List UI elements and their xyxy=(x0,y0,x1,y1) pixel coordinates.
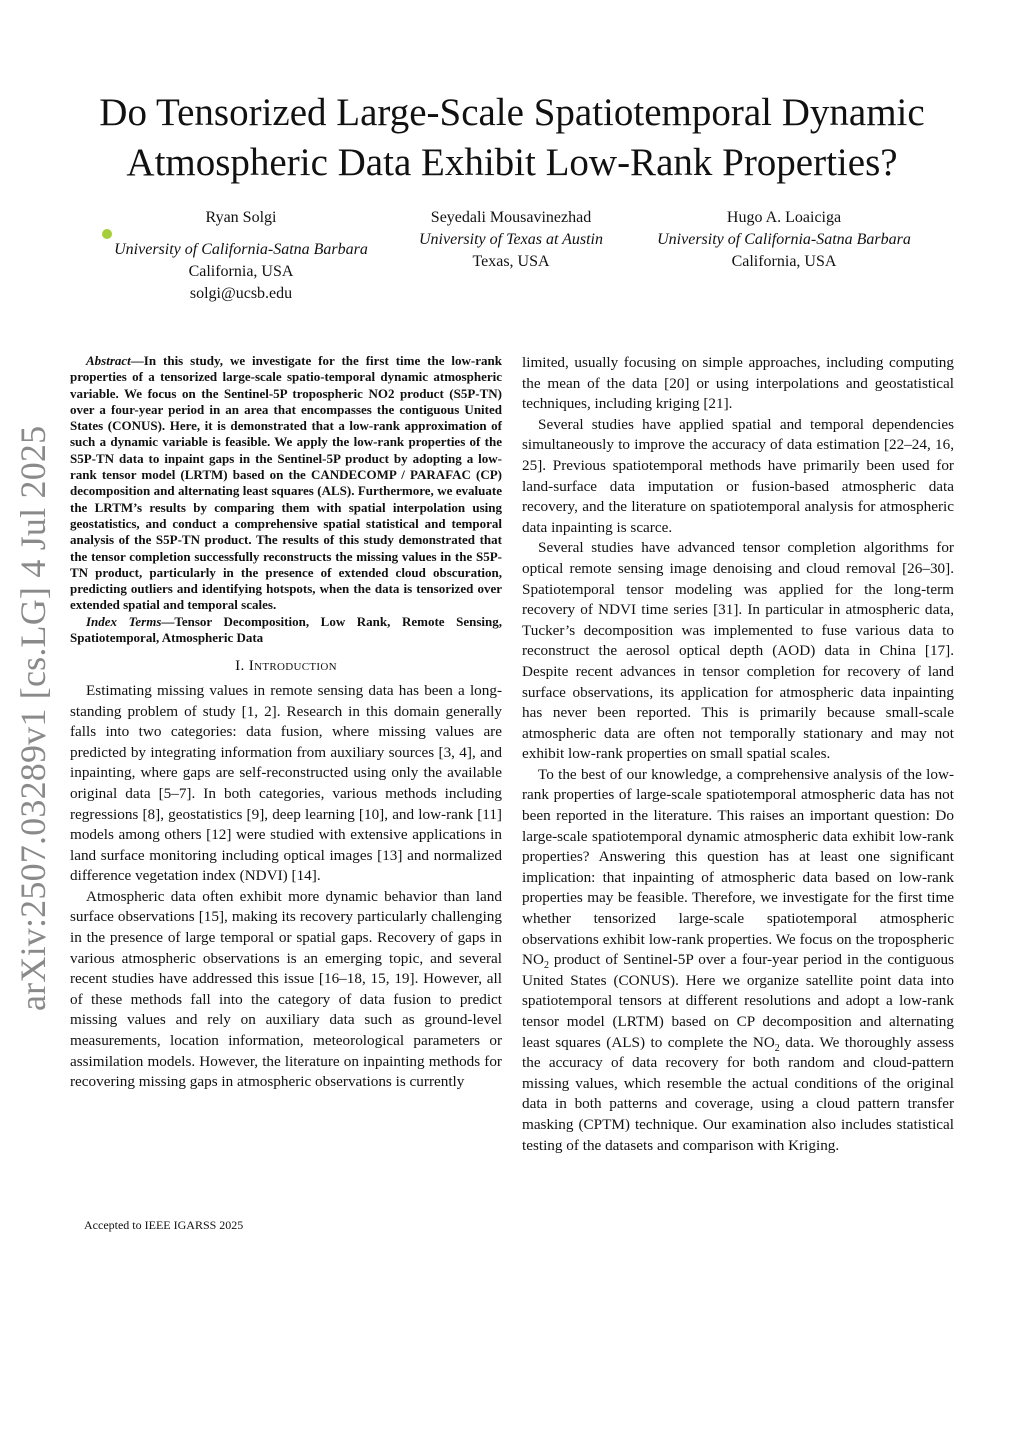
author-block-3 xyxy=(643,207,925,273)
abstract-body: —In this study, we investigate for the first time the low-rank properties of a tensorized large-scale spatio-temporal dynamic atmospheric variable. We focus on the Sentinel-5P tropospheric NO2 product (S5P-TN) over a four-year period in an area that encompasses the contiguous United States (CONUS). Here, it is demonstrated that a low-rank approximation of such a dynamic variable is feasible. We apply the low-rank properties of the S5P-TN data to inpaint gaps in the Sentinel-5P product by adopting a low-rank tensor model (LRTM) based on the CANDECOMP / PARAFAC (CP) decomposition and alternating least squares (ALS). Furthermore, we evaluate the LRTM’s results by comparing them with spatial interpolation using geostatistics, and conduct a comprehensive spatial statistical and temporal analysis of the S5P-TN product. The results of this study demonstrated that the tensor completion successfully reconstructs the missing values in the S5P-TN product, particularly in the presence of extended cloud obscuration, predicting outliers and identifying hotspots, when the data is tensorized over extended spatial and temporal scales. xyxy=(70,353,502,613)
index-terms-body: —Tensor Decomposition, Low Rank, Remote Sensing, Spatiotemporal, Atmospheric Data xyxy=(70,613,502,646)
author-location: Texas, USA xyxy=(472,253,550,270)
author-location: California, USA xyxy=(188,263,294,280)
orcid-icon[interactable] xyxy=(102,229,112,239)
rq-text-c: data. We thoroughly assess the accuracy of data recovery for both random and cloud-pattern missing values, which resemble the actual conditions of the original data in both patterns and coverage, using a cloud pattern transfer masking (CPTM) technique. Our examination also includes statistical testing of the datasets and comparison with Kriging. xyxy=(522,1033,955,1154)
body-paragraph-continued: limited, usually focusing on simple approaches, including computing the mean of the data [20] or using interpolations and geostatistical techniques, including kriging [21]. xyxy=(522,354,954,413)
acceptance-footnote: Accepted to IEEE IGARSS 2025 xyxy=(84,1218,244,1232)
body-paragraph-spatiotemporal: Several studies have applied spatial and temporal dependencies simultaneously to improve the accuracy of data estimation [22–24, 16, 25]. Previous spatiotemporal methods have primarily been used for land-surface data imputation or fusion-based atmospheric data recovery, and the literature on spatiotemporal analysis for atmospheric data inpainting is scarce. xyxy=(522,415,954,536)
author-name-line xyxy=(100,207,382,239)
right-column xyxy=(522,353,954,1156)
body-paragraph-tensor-completion: Several studies have advanced tensor completion algorithms for optical remote sensing image denoising and cloud removal [26–30]. Spatiotemporal tensor modeling was applied for the long-term recovery of NDVI time series [31]. In particular in atmospheric data, Tucker’s decomposition was implemented to fuse various data to reconstruct the aerosol optical depth (AOD) data in China [17]. Despite recent advances in tensor completion for recovery of land surface observations, its application for atmospheric data inpainting has never been reported. This is primarily because small-scale atmospheric data are often not temporally stationary and may not exhibit low-rank properties on small spatial scales. xyxy=(522,539,954,763)
no2-subscript: 2 xyxy=(774,1042,780,1054)
no2-subscript: 2 xyxy=(543,960,549,972)
index-terms-lead: Index Terms xyxy=(86,613,162,629)
title-line-2: Atmospheric Data Exhibit Low-Rank Properties? xyxy=(126,141,898,184)
arxiv-identifier-stamp: arXiv:2507.03289v1 [cs.LG] 4 Jul 2025 xyxy=(13,425,53,1011)
title-line-1: Do Tensorized Large-Scale Spatiotemporal Dynamic xyxy=(99,91,925,134)
author-block-1 xyxy=(100,207,382,305)
intro-paragraph-1: Estimating missing values in remote sensing data has been a long-standing problem of study [1, 2]. Research in this domain generally falls into two categories: data fusion, where missing values are predicted by integrating information from auxiliary sources [3, 4], and inpainting, where gaps are self-reconstructed using only the available original data [5–7]. In both categories, various methods including regressions [8], geostatistics [9], deep learning [10], and low-rank [11] models among others [12] were studied with extensive applications in land surface monitoring including optical images [13] and normalized difference vegetation index (NDVI) [14]. xyxy=(70,681,502,885)
author-affiliation: University of California-Satna Barbara xyxy=(114,241,368,258)
author-location: California, USA xyxy=(731,253,837,270)
section-heading-introduction: I. Introduction xyxy=(235,657,337,675)
intro-paragraph-2: Atmospheric data often exhibit more dynamic behavior than land surface observations [15], making its recovery particularly challenging in the presence of large temporal or spatial gaps. Recovery of gaps in various atmospheric observations is an emerging topic, and several recent studies have addressed this issue [16–18, 15, 19]. However, all of these methods fall into the category of data fusion to predict missing values and rely on auxiliary data such as ground-level measurements, location information, meteorological parameters or assimilation models. However, the literature on inpainting methods for recovering missing gaps in atmospheric observations is currently xyxy=(70,887,502,1091)
abstract-lead: Abstract xyxy=(86,353,131,368)
index-terms xyxy=(70,614,502,647)
author-email: solgi@ucsb.edu xyxy=(189,285,293,302)
author-affiliation: University of California-Satna Barbara xyxy=(657,231,911,248)
author-block-2 xyxy=(405,207,617,273)
rq-text-b: product of Sentinel-5P over a four-year period in the contiguous United States (CONUS). Here we organize satellite point data into spatiotemporal tensors at different resolutions and adopt a low-rank tensor model (LRTM) based on CP decomposition and alternating least squares (ALS) to complete the NO xyxy=(522,951,954,1051)
author-name: Ryan Solgi xyxy=(205,209,277,226)
abstract xyxy=(70,353,502,614)
author-name: Hugo A. Loaiciga xyxy=(726,209,842,226)
rq-text-a: To the best of our knowledge, a comprehensive analysis of the low-rank properties of large-scale spatiotemporal atmospheric data has not been reported in the literature. This raises an important question: Do large-scale spatiotemporal dynamic atmospheric data exhibit low-rank properties? Answering this question has at least one significant implication: that inpainting of atmospheric data based on low-rank properties may be feasible. Therefore, we investigate for the first time whether tensorized large-scale spatiotemporal atmospheric observations exhibit low-rank properties. We focus on the tropospheric NO xyxy=(522,765,954,969)
paper-title xyxy=(40,88,984,188)
author-name: Seyedali Mousavinezhad xyxy=(430,209,592,226)
body-paragraph-research-question xyxy=(522,765,954,1156)
author-affiliation: University of Texas at Austin xyxy=(419,231,603,248)
left-column xyxy=(70,353,502,1093)
